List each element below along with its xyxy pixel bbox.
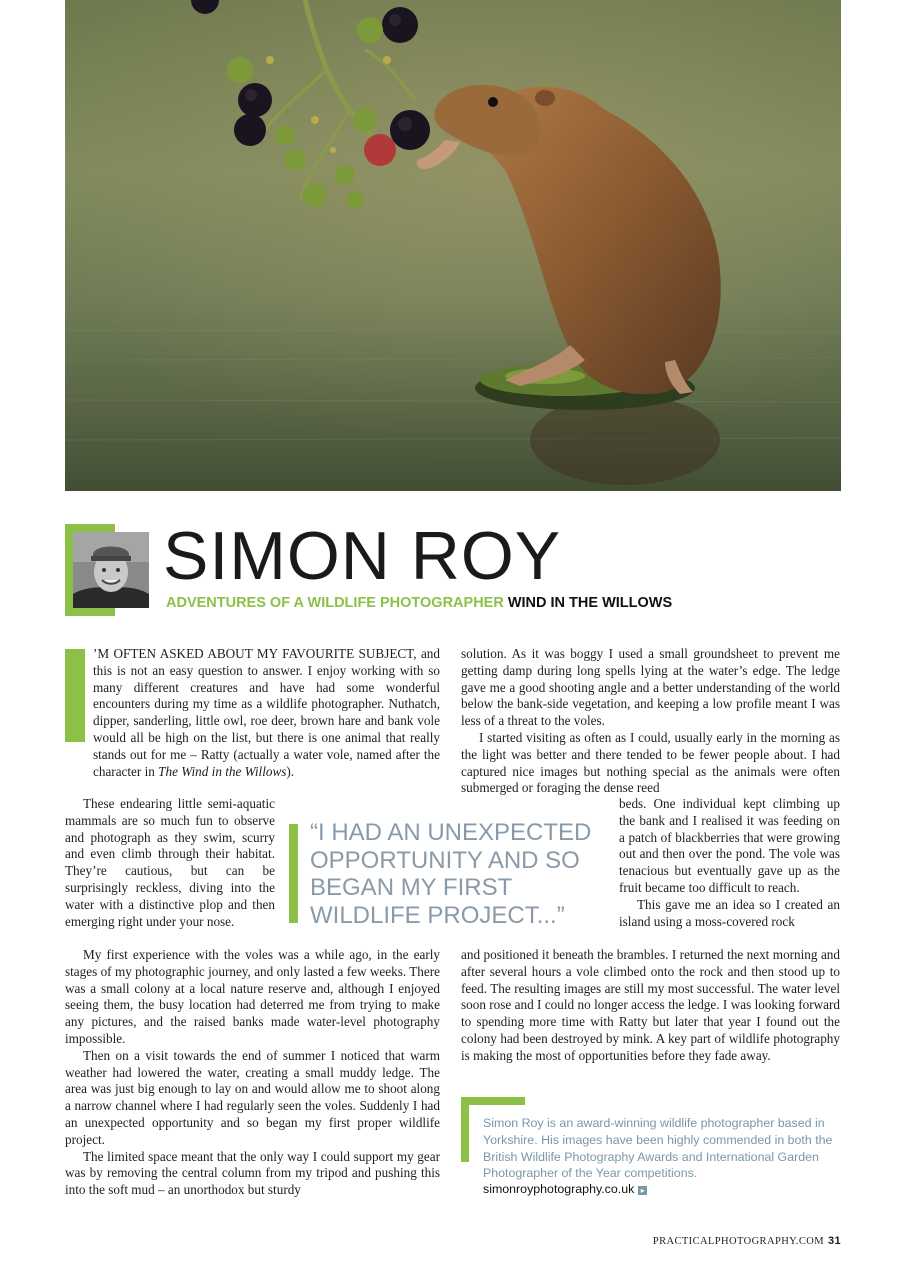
page-title: SIMON ROY xyxy=(163,518,562,594)
author-portrait xyxy=(73,532,149,608)
paragraph: These endearing little semi-aquatic mammals are so much fun to observe and photograph as they swim, scurry and even climb through their habitat. They’re cautious, but can be surprisingly reckless, diving into the water with a distinctive plop and then emerging right under your nose. xyxy=(65,796,275,929)
pull-quote: “I HAD AN UNEXPECTED OPPORTUNITY AND SO BEGAN MY FIRST WILDLIFE PROJECT...” xyxy=(310,819,592,929)
article-column-2-lower xyxy=(461,947,840,1065)
paragraph: Then on a visit towards the end of summer I noticed that warm weather had lowered the water, creating a small muddy ledge. The area was just big enough to lay on and would allow me to shoot along a narrow channel where I had regularly seen the voles. Suddenly I had an unexpected opportunity and so began my first proper wildlife project. xyxy=(65,1047,440,1147)
paragraph: The limited space meant that the only way I could support my gear was by removing the central column from my tripod and pushing this into the soft mud – an unorthodox but sturdy xyxy=(65,1148,440,1198)
website-link[interactable]: simonroyphotography.co.uk ▸ xyxy=(483,1182,647,1196)
paragraph: My first experience with the voles was a while ago, in the early stages of my photographic journey, and only lasted a few weeks. There was a small colony at a local nature reserve and, although I enjoyed seeing them, the busy location had deterred me from trying to make any pictures, and the raised banks made water-level photography impossible. xyxy=(65,947,440,1046)
pull-quote-bar xyxy=(289,824,298,923)
footer-site: PRACTICALPHOTOGRAPHY.COM xyxy=(652,1236,824,1247)
paragraph: solution. As it was boggy I used a small groundsheet to prevent me getting damp during long spells lying at the water’s edge. The ledge gave me a good shooting angle and a better understanding of the world below the bank-side vegetation, and keeping a low profile meant I was less of a threat to the voles. xyxy=(461,646,840,729)
paragraph: This gave me an idea so I created an island using a moss-covered rock xyxy=(619,896,840,929)
bio-accent-left xyxy=(461,1097,469,1162)
article-subtitle xyxy=(166,595,672,611)
series-label: ADVENTURES OF A WILDLIFE PHOTOGRAPHER xyxy=(166,595,504,611)
external-link-icon: ▸ xyxy=(638,1186,647,1195)
page-footer xyxy=(653,1235,841,1247)
paragraph: and positioned it beneath the brambles. I returned the next morning and after several hours a vole climbed onto the rock and then stood up to feed. The resulting images are still my most successful. The water level soon rose and I could no longer access the ledge. I was looking forward to spending more time with Ratty but later that year I found out the colony had been destroyed by mink. A key part of wildlife photography is making the most of opportunities before they fade away. xyxy=(461,947,840,1063)
article-column-1-narrow xyxy=(65,796,275,930)
hero-photo xyxy=(65,0,841,491)
paragraph: I started visiting as often as I could, usually early in the morning as the light was better and there tended to be fewer people about. I had captured nice images but nothing special as the animals were often submerged or foraging the dense reed xyxy=(461,729,840,796)
author-bio: Simon Roy is an award-winning wildlife photographer based in Yorkshire. His images have been highly commended in both the British Wildlife Photography Awards and International Garden Photographer of the Year competitions. xyxy=(483,1116,833,1181)
article-column-1 xyxy=(65,646,440,780)
paragraph: beds. One individual kept climbing up the bank and I realised it was feeding on a patch of blackberries that were growing out and then over the pond. The vole was tenacious but eventually gave up as the fruit became too difficult to reach. xyxy=(619,796,840,895)
page-number: 31 xyxy=(827,1235,841,1247)
bio-accent-top xyxy=(461,1097,525,1105)
water-vole-illustration xyxy=(65,0,841,491)
topic-label: WIND IN THE WILLOWS xyxy=(507,595,673,611)
intro-paragraph: ’M OFTEN ASKED ABOUT MY FAVOURITE SUBJECT, and this is not an easy question to answer. I enjoy working with so many different creatures and have had some wonderful encounters during my time as a wildlife photographer. Nuthatch, dipper, sanderling, little owl, roe deer, brown hare and bank vole would all be high on the list, but there is one animal that really stands out for me – Ratty (actually a water vole, named after the character in The Wind in the Willows). xyxy=(93,646,440,779)
article-column-1-lower xyxy=(65,947,440,1199)
article-column-2 xyxy=(461,646,840,797)
article-column-2-narrow xyxy=(619,796,840,930)
